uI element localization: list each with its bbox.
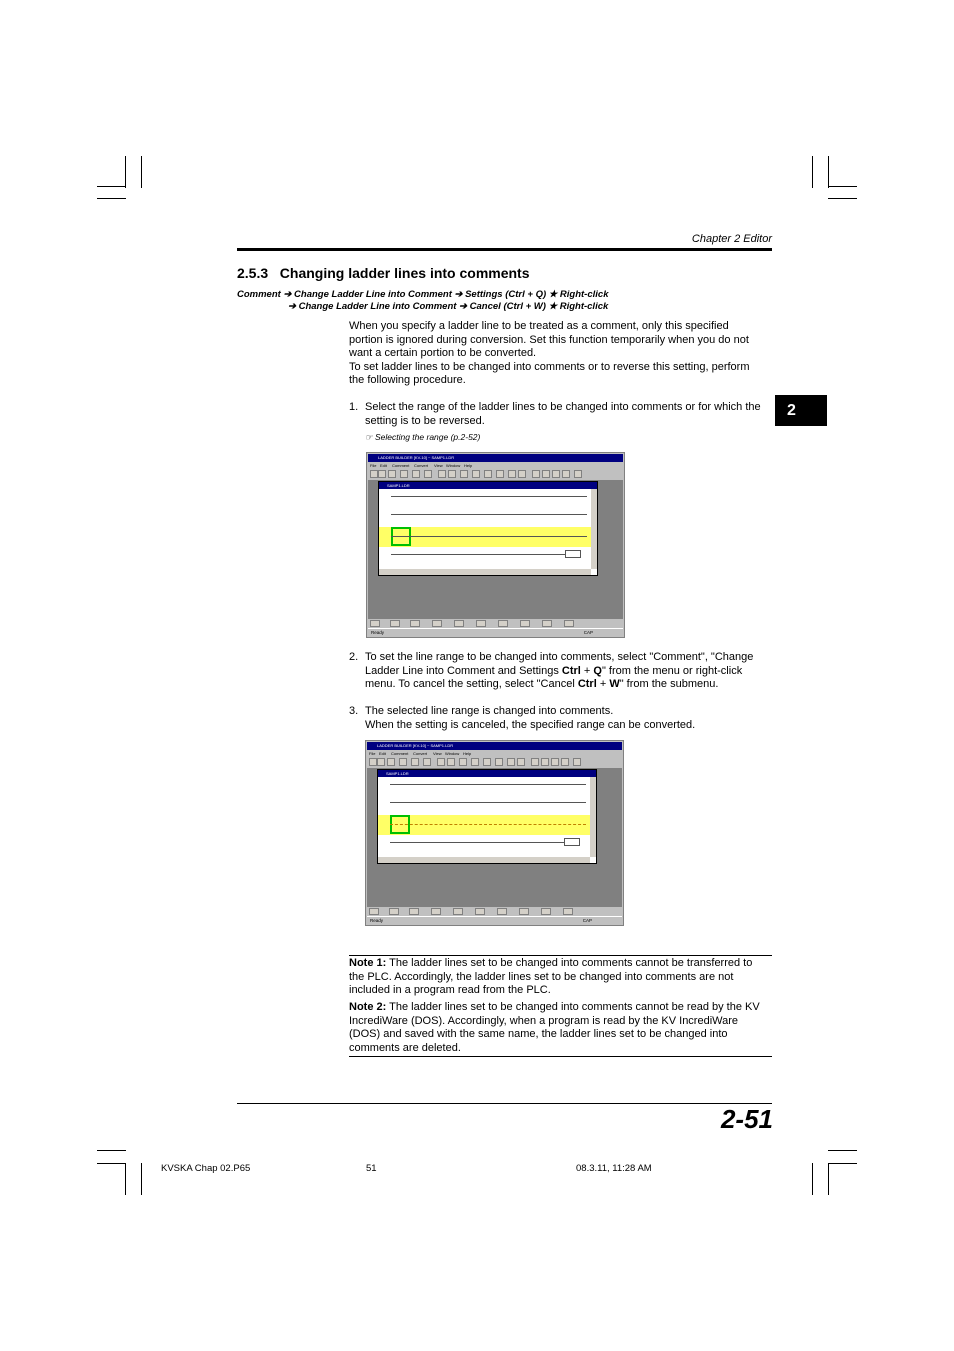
function-key xyxy=(475,908,485,915)
function-key xyxy=(542,620,552,627)
toolbar-button xyxy=(438,470,446,478)
toolbar-button xyxy=(518,470,526,478)
toolbar-button xyxy=(424,470,432,478)
ladder-rung xyxy=(390,842,564,843)
toolbar-button xyxy=(573,758,581,766)
ladder-rung xyxy=(390,784,586,785)
status-text: Ready xyxy=(371,630,385,635)
note-1-label: Note 1: xyxy=(349,957,387,969)
function-key xyxy=(454,620,464,627)
step-3-line: When the setting is canceled, the specified range can be converted. xyxy=(365,718,696,731)
ladder-rung-commented xyxy=(390,824,586,826)
status-text: Ready xyxy=(370,918,384,923)
step-1-text xyxy=(365,401,785,428)
toolbar-button xyxy=(378,470,386,478)
status-bar xyxy=(367,916,622,924)
menu-item: Window xyxy=(446,463,461,468)
function-key xyxy=(520,620,530,627)
menu-item: Edit xyxy=(380,463,387,468)
step-1-line: setting is to be reversed. xyxy=(365,414,485,427)
step-2-number: 2. xyxy=(349,651,359,663)
crop-mark xyxy=(97,198,126,199)
notes-bottom-rule xyxy=(349,1056,772,1057)
ladder-rung xyxy=(390,802,586,803)
horizontal-scrollbar xyxy=(379,569,591,575)
horizontal-scrollbar xyxy=(378,857,590,863)
window-title: LADDER BUILDER [KV-10] ~ SAMP1.LDR xyxy=(378,455,455,460)
menu-bar xyxy=(368,463,623,469)
page-number: 2-51 xyxy=(720,1104,773,1134)
step-3-text xyxy=(365,705,785,732)
function-key xyxy=(519,908,529,915)
toolbar-button xyxy=(562,470,570,478)
menu-item: View xyxy=(433,751,442,756)
toolbar-button xyxy=(531,758,539,766)
ladder-rung xyxy=(391,554,565,555)
toolbar xyxy=(367,758,622,767)
vertical-scrollbar xyxy=(590,777,596,857)
function-key xyxy=(497,908,507,915)
toolbar-button xyxy=(388,470,396,478)
step-1-number: 1. xyxy=(349,401,359,413)
footer-rule xyxy=(237,1103,772,1104)
toolbar-button xyxy=(507,758,515,766)
crop-mark xyxy=(141,156,142,188)
toolbar-button xyxy=(447,758,455,766)
vertical-scrollbar xyxy=(591,489,597,569)
function-key xyxy=(498,620,508,627)
toolbar-button xyxy=(423,758,431,766)
menu-item: Help xyxy=(464,463,473,468)
toolbar-button xyxy=(484,470,492,478)
step-3-line: The selected line range is changed into comments. xyxy=(365,705,614,717)
crop-mark xyxy=(828,198,857,199)
toolbar-button xyxy=(471,758,479,766)
footer-date: 08.3.11, 11:28 AM xyxy=(576,1163,652,1174)
step-1-reference: ☞ Selecting the range (p.2-52) xyxy=(365,432,481,442)
toolbar-button xyxy=(387,758,395,766)
toolbar-button xyxy=(459,758,467,766)
crop-mark xyxy=(828,186,857,187)
toolbar-button xyxy=(472,470,480,478)
toolbar-button xyxy=(496,470,504,478)
toolbar-button xyxy=(541,758,549,766)
menu-path-line-2: ➔ Change Ladder Line into Comment ➔ Cancel (Ctrl + W) ★ Right-click xyxy=(288,301,609,312)
function-key xyxy=(431,908,441,915)
status-cap: CAP xyxy=(583,630,593,635)
intro-line: When you specify a ladder line to be treated as a comment, only this specified xyxy=(349,320,729,332)
toolbar-button xyxy=(369,758,377,766)
menu-item: File xyxy=(369,751,376,756)
menu-bar xyxy=(367,751,622,757)
child-title-bar xyxy=(379,482,597,489)
step-2-line: Ladder Line into Comment and Settings Ctrl + Q" from the menu or right-click xyxy=(365,664,743,677)
toolbar-button xyxy=(483,758,491,766)
toolbar-button xyxy=(551,758,559,766)
crop-mark xyxy=(828,1163,829,1195)
step-1-line: Select the range of the ladder lines to be changed into comments or for which the xyxy=(365,401,761,413)
toolbar-button xyxy=(399,758,407,766)
window-title-bar xyxy=(368,454,623,462)
function-key-bar xyxy=(367,908,622,916)
note-2: Note 2: The ladder lines set to be changed into comments cannot be read by the KV IncrediWare (DOS). Accordingly, when a program is read by the KV IncrediWare (DOS) and saved with the same name, the ladder lines set to be changed into comments are deleted. xyxy=(349,1001,760,1054)
note-2-label: Note 2: xyxy=(349,1001,387,1013)
ladder-child-window xyxy=(378,481,598,576)
chapter-header: Chapter 2 Editor xyxy=(691,233,772,245)
work-area xyxy=(368,480,623,619)
function-key-bar xyxy=(368,620,623,628)
ladder-builder-screenshot-1 xyxy=(366,452,625,638)
intro-line: To set ladder lines to be changed into comments or to reverse this setting, perform xyxy=(349,360,750,373)
toolbar-button xyxy=(508,470,516,478)
section-title: 2.5.3 Changing ladder lines into comments xyxy=(237,265,530,281)
intro-line: the following procedure. xyxy=(349,374,466,387)
toolbar-button xyxy=(400,470,408,478)
ladder-rung xyxy=(391,514,587,515)
toolbar xyxy=(368,470,623,479)
function-key xyxy=(410,620,420,627)
ladder-coil xyxy=(564,838,580,846)
menu-item: View xyxy=(434,463,443,468)
function-key xyxy=(390,620,400,627)
intro-line: portion is ignored during conversion. Set this function temporarily when you do not xyxy=(349,333,749,346)
function-key xyxy=(432,620,442,627)
crop-mark xyxy=(828,156,829,188)
child-title: SAMP1.LDR xyxy=(387,483,410,488)
crop-mark xyxy=(97,1163,126,1164)
function-key xyxy=(389,908,399,915)
function-key xyxy=(369,908,379,915)
menu-item: Window xyxy=(445,751,460,756)
work-area xyxy=(367,768,622,907)
menu-path-line-1: Comment ➔ Change Ladder Line into Comment ➔ Settings (Ctrl + Q) ★ Right-click xyxy=(237,289,609,300)
function-key xyxy=(370,620,380,627)
menu-item: Edit xyxy=(379,751,386,756)
toolbar-button xyxy=(448,470,456,478)
notes-top-rule xyxy=(349,955,772,956)
function-key xyxy=(541,908,551,915)
intro-line: want a certain portion to be converted. xyxy=(349,347,537,360)
crop-mark xyxy=(828,1163,857,1164)
menu-item: Comment xyxy=(391,751,409,756)
footer-file: KVSKA Chap 02.P65 xyxy=(161,1163,251,1174)
toolbar-button xyxy=(532,470,540,478)
menu-item: Comment xyxy=(392,463,410,468)
menu-item: Convert xyxy=(414,463,429,468)
crop-mark xyxy=(828,1150,857,1151)
function-key xyxy=(476,620,486,627)
ladder-rung xyxy=(391,536,587,537)
toolbar-button xyxy=(377,758,385,766)
menu-item: Help xyxy=(463,751,472,756)
toolbar-button xyxy=(370,470,378,478)
ladder-rung xyxy=(391,496,587,497)
chapter-tab-number: 2 xyxy=(787,402,796,419)
intro-paragraph xyxy=(349,320,779,388)
toolbar-button xyxy=(437,758,445,766)
crop-mark xyxy=(141,1163,142,1195)
child-title-bar xyxy=(378,770,596,777)
toolbar-button xyxy=(542,470,550,478)
crop-mark xyxy=(97,1150,126,1151)
header-rule xyxy=(237,248,772,251)
crop-mark xyxy=(125,156,126,188)
toolbar-button xyxy=(552,470,560,478)
toolbar-button xyxy=(517,758,525,766)
step-2-text xyxy=(365,651,785,692)
status-bar xyxy=(368,628,623,636)
child-title: SAMP1.LDR xyxy=(386,771,409,776)
ladder-coil xyxy=(565,550,581,558)
toolbar-button xyxy=(411,758,419,766)
step-2-line: menu. To cancel the setting, select "Cancel Ctrl + W" from the submenu. xyxy=(365,678,719,691)
menu-item: File xyxy=(370,463,377,468)
toolbar-button xyxy=(561,758,569,766)
function-key xyxy=(564,620,574,627)
crop-mark xyxy=(812,1163,813,1195)
step-2-line: To set the line range to be changed into comments, select "Comment", "Change xyxy=(365,651,754,663)
function-key xyxy=(453,908,463,915)
function-key xyxy=(563,908,573,915)
crop-mark xyxy=(125,1163,126,1195)
footer-page: 51 xyxy=(366,1163,377,1174)
toolbar-button xyxy=(460,470,468,478)
crop-mark xyxy=(812,156,813,188)
ladder-builder-screenshot-2 xyxy=(365,740,624,926)
crop-mark xyxy=(97,186,126,187)
toolbar-button xyxy=(495,758,503,766)
menu-item: Convert xyxy=(413,751,428,756)
function-key xyxy=(409,908,419,915)
toolbar-button xyxy=(574,470,582,478)
toolbar-button xyxy=(412,470,420,478)
window-title: LADDER BUILDER [KV-10] ~ SAMP1.LDR xyxy=(377,743,454,748)
window-title-bar xyxy=(367,742,622,750)
note-1: Note 1: The ladder lines set to be changed into comments cannot be transferred to the PLC. Accordingly, the ladder lines set to be changed into comments are not included in a program read from the PLC. xyxy=(349,957,753,997)
status-cap: CAP xyxy=(582,918,592,923)
ladder-child-window xyxy=(377,769,597,864)
step-3-number: 3. xyxy=(349,705,359,717)
